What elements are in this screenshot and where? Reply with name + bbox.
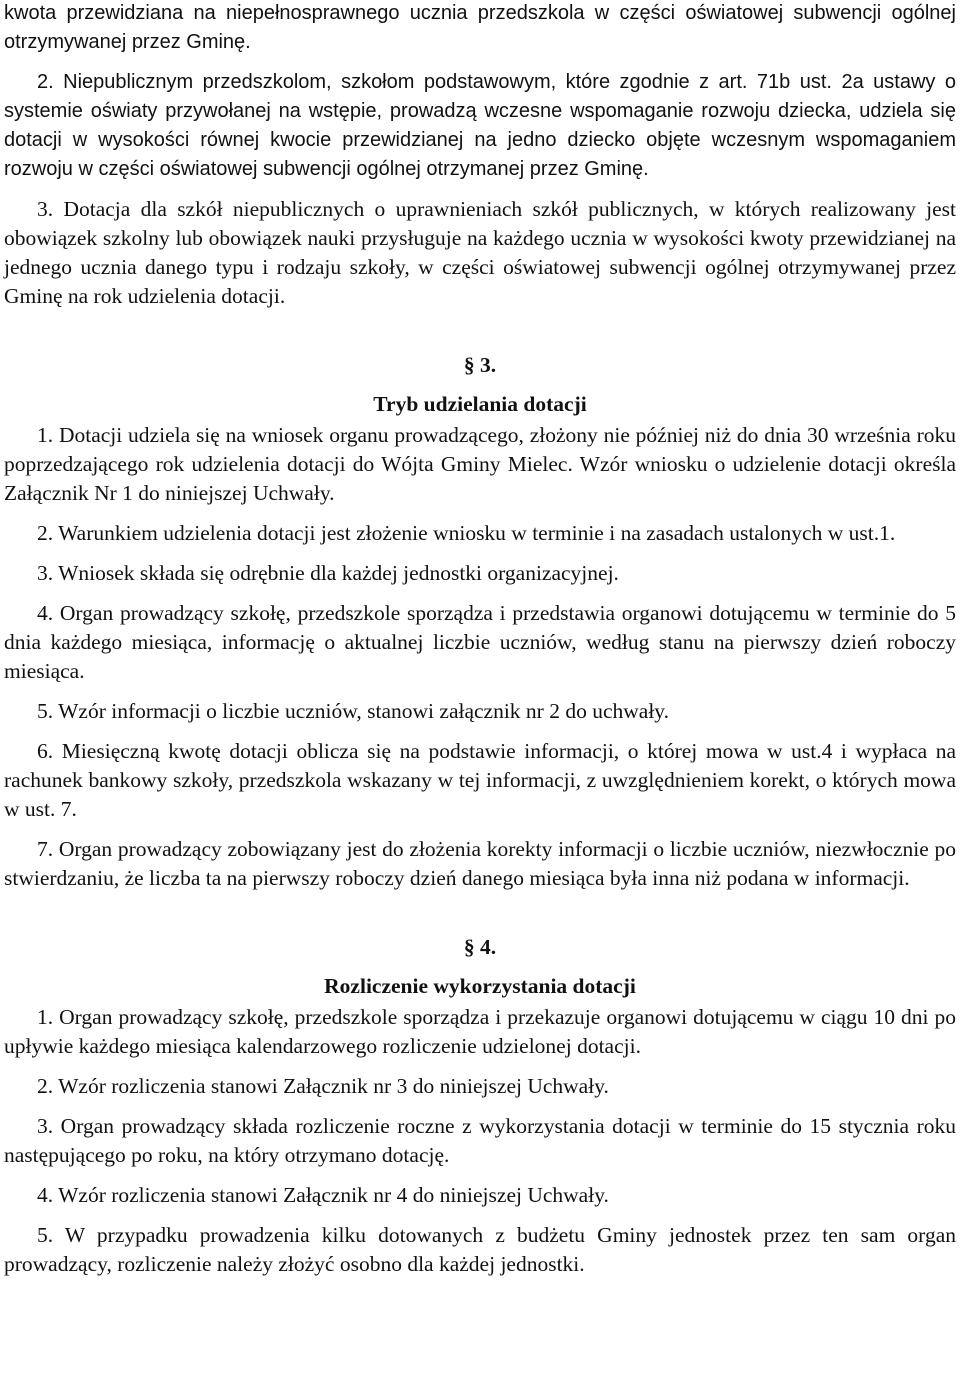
document-page (4, 0, 956, 1279)
section-3-paragraph-7: 7. Organ prowadzący zobowiązany jest do złożenia korekty informacji o liczbie uczniów, niezwłocznie po stwierdzaniu, że liczba ta na pierwszy roboczy dzień danego miesiąca była inna niż podana w informacji. (4, 837, 956, 890)
paragraph-2-3: 3. Dotacja dla szkół niepublicznych o uprawnieniach szkół publicznych, w których realizowany jest obowiązek szkolny lub obowiązek nauki przysługuje na każdego ucznia w wysokości kwoty przewidzianej na jednego ucznia danego typu i rodzaju szkoły, w części oświatowej subwencji ogólnej otrzymywanej przez Gminę na rok udzielenia dotacji. (4, 197, 956, 308)
section-4-paragraph-2: 2. Wzór rozliczenia stanowi Załącznik nr 3 do niniejszej Uchwały. (37, 1074, 609, 1098)
section-3 (4, 351, 956, 893)
section-4-paragraph-5: 5. W przypadku prowadzenia kilku dotowanych z budżetu Gminy jednostek przez ten sam organ prowadzący, rozliczenie należy złożyć osobno dla każdej jednostki. (4, 1223, 956, 1276)
section-3-number: § 3. (463, 353, 497, 377)
section-4-paragraph-3: 3. Organ prowadzący składa rozliczenie roczne z wykorzystania dotacji w terminie do 15 stycznia roku następującego po roku, na który otrzymano dotację. (4, 1114, 956, 1167)
section-3-paragraph-4: 4. Organ prowadzący szkołę, przedszkole sporządza i przedstawia organowi dotującemu w terminie do 5 dnia każdego miesiąca, informację o aktualnej liczbie uczniów, według stanu na pierwszy dzień roboczy miesiąca. (4, 601, 956, 683)
section-3-paragraph-3: 3. Wniosek składa się odrębnie dla każdej jednostki organizacyjnej. (37, 561, 619, 585)
section-4-paragraph-1: 1. Organ prowadzący szkołę, przedszkole sporządza i przekazuje organowi dotującemu w ciągu 10 dni po upływie każdego miesiąca kalendarzowego rozliczenie udzielonej dotacji. (4, 1005, 956, 1058)
section-3-title: Tryb udzielania dotacji (373, 392, 587, 416)
section-3-paragraph-2: 2. Warunkiem udzielenia dotacji jest złożenie wniosku w terminie i na zasadach ustalonych w ust.1. (37, 521, 896, 545)
paragraph-2-2: 2. Niepublicznym przedszkolom, szkołom podstawowym, które zgodnie z art. 71b ust. 2a ustawy o systemie oświaty przywołanej na wstępie, prowadzą wczesne wspomaganie rozwoju dziecka, udziela się dotacji w wysokości równej kwocie przewidzianej na jedno dziecko objęte wczesnym wspomaganiem rozwoju w części oświatowej subwencji ogólnej otrzymanej przez Gminę. (4, 71, 956, 180)
section-4-title: Rozliczenie wykorzystania dotacji (324, 974, 636, 998)
section-4 (4, 933, 956, 1279)
section-3-paragraph-6: 6. Miesięczną kwotę dotacji oblicza się na podstawie informacji, o której mowa w ust.4 i wypłaca na rachunek bankowy szkoły, przedszkola wskazany w tej informacji, z uwzględnieniem korekt, o których mowa w ust. 7. (4, 739, 956, 821)
section-4-paragraph-4: 4. Wzór rozliczenia stanowi Załącznik nr 4 do niniejszej Uchwały. (37, 1183, 609, 1207)
section-3-paragraph-1: 1. Dotacji udziela się na wniosek organu prowadzącego, złożony nie później niż do dnia 30 września roku poprzedzającego rok udzielenia dotacji do Wójta Gminy Mielec. Wzór wniosku o udzielenie dotacji określa Załącznik Nr 1 do niniejszej Uchwały. (4, 423, 956, 505)
paragraph-continuation: kwota przewidziana na niepełnosprawnego ucznia przedszkola w części oświatowej subwencji ogólnej otrzymywanej przez Gminę. (4, 2, 956, 53)
section-4-number: § 4. (463, 935, 497, 959)
section-3-paragraph-5: 5. Wzór informacji o liczbie uczniów, stanowi załącznik nr 2 do uchwały. (37, 699, 670, 723)
